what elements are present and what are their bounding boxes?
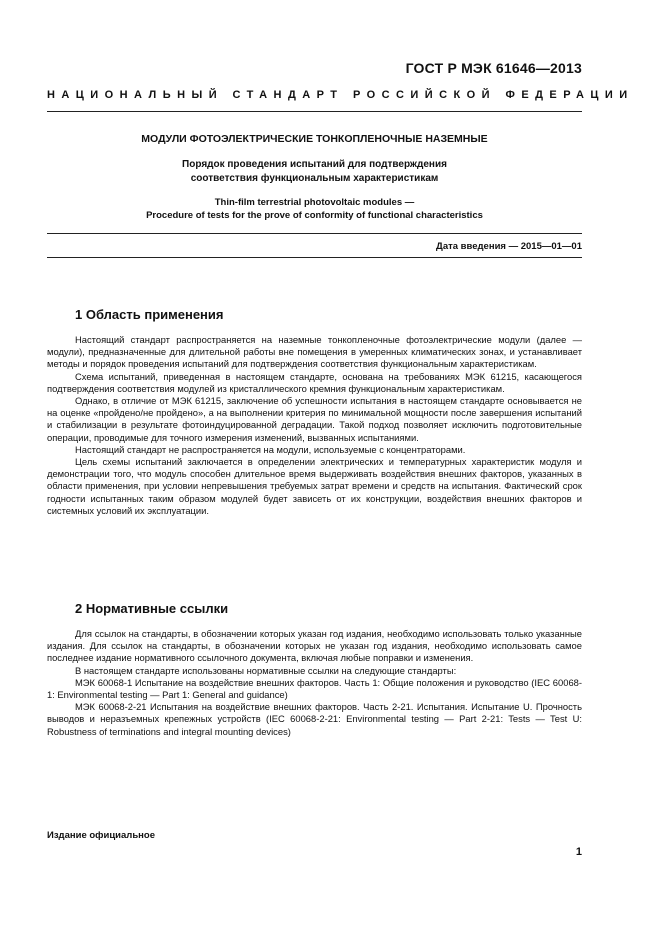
english-title-line-2: Procedure of tests for the prove of conformity of functional characteristics	[146, 210, 483, 221]
document-subtitle	[47, 158, 582, 186]
section-title: 1 Область применения	[75, 307, 224, 322]
paragraph: Цель схемы испытаний заключается в определении электрических и температурных характеристик модуля и демонстрации того, что модуль способен длительное время выдерживать воздействия внешних факторов, указанных в области применения, при условии непревышения требуемых затрат времени и средств на испытания. Фактический срок годности испытанных таким образом модулей будет зависеть от их конструкции, воздействия внешних факторов и системных условий их эксплуатации.	[47, 456, 582, 516]
paragraph: Настоящий стандарт распространяется на наземные тонкопленочные фотоэлектрические модули (далее — модули), предназначенные для длительной работы вне помещения в умеренных климатических зонах, и устанавливает методы и порядок проведения испытаний для подтверждения соответствия функциональным характеристикам.	[47, 334, 582, 370]
standard-number: ГОСТ Р МЭК 61646—2013	[405, 60, 582, 76]
english-title	[47, 196, 582, 222]
section-body	[47, 628, 582, 738]
title-rule-bottom	[47, 257, 582, 258]
section-scope	[47, 307, 582, 517]
header-rule	[47, 111, 582, 112]
section-normative-references	[47, 601, 582, 738]
national-standard-heading: НАЦИОНАЛЬНЫЙ СТАНДАРТ РОССИЙСКОЙ ФЕДЕРАЦИИ	[47, 89, 634, 101]
introduction-date: Дата введения — 2015—01—01	[436, 241, 582, 252]
subtitle-line-1: Порядок проведения испытаний для подтверждения	[182, 159, 447, 170]
paragraph: Настоящий стандарт не распространяется на модули, используемые с концентраторами.	[75, 443, 466, 455]
title-rule-top	[47, 233, 582, 234]
paragraph: Схема испытаний, приведенная в настоящем стандарте, основана на требованиях МЭК 61215, касающегося подтверждения соответствия модулей из кристаллического кремния функциональным характеристикам.	[47, 370, 582, 394]
section-body	[47, 334, 582, 517]
paragraph: В настоящем стандарте использованы нормативные ссылки на следующие стандарты:	[75, 664, 457, 676]
reference-entry: МЭК 60068-2-21 Испытания на воздействие внешних факторов. Часть 2-21. Испытания. Испытание U. Прочность выводов и неразъемных крепежных устройств (IEC 60068-2-21: Environmental testing — Part 2-21: Tests — Test U: Robustness of terminations and integral mounting devices)	[47, 701, 582, 737]
english-title-line-1: Thin-film terrestrial photovoltaic modules —	[214, 197, 415, 208]
official-edition-note: Издание официальное	[47, 830, 155, 841]
subtitle-line-2: соответствия функциональным характеристикам	[190, 173, 439, 184]
reference-entry: МЭК 60068-1 Испытание на воздействие внешних факторов. Часть 1: Общие положения и руководство (IEC 60068-1: Environmental testing — Part 1: General and guidance)	[47, 676, 582, 701]
section-title: 2 Нормативные ссылки	[75, 601, 229, 616]
page-number: 1	[575, 846, 582, 858]
paragraph: Для ссылок на стандарты, в обозначении которых указан год издания, необходимо использовать только указанные издания. Для ссылок на стандарты, в обозначении которых не указан год издания, необходимо использовать самое последнее издание нормативного ссылочного документа, включая любые поправки и изменения.	[47, 628, 582, 664]
document-title: МОДУЛИ ФОТОЭЛЕКТРИЧЕСКИЕ ТОНКОПЛЕНОЧНЫЕ НАЗЕМНЫЕ	[141, 133, 488, 145]
paragraph: Однако, в отличие от МЭК 61215, заключение об успешности испытания в настоящем стандарте основывается не на оценке «пройдено/не пройдено», а на выполнении критерия по минимальной мощности после завершения испытаний и стабилизации в результате фотоиндуцированной деградации. Такой подход позволяет исключить подготовительные операции, проводимые для точного измерения изменений, вызванных испытаниями.	[47, 395, 582, 443]
